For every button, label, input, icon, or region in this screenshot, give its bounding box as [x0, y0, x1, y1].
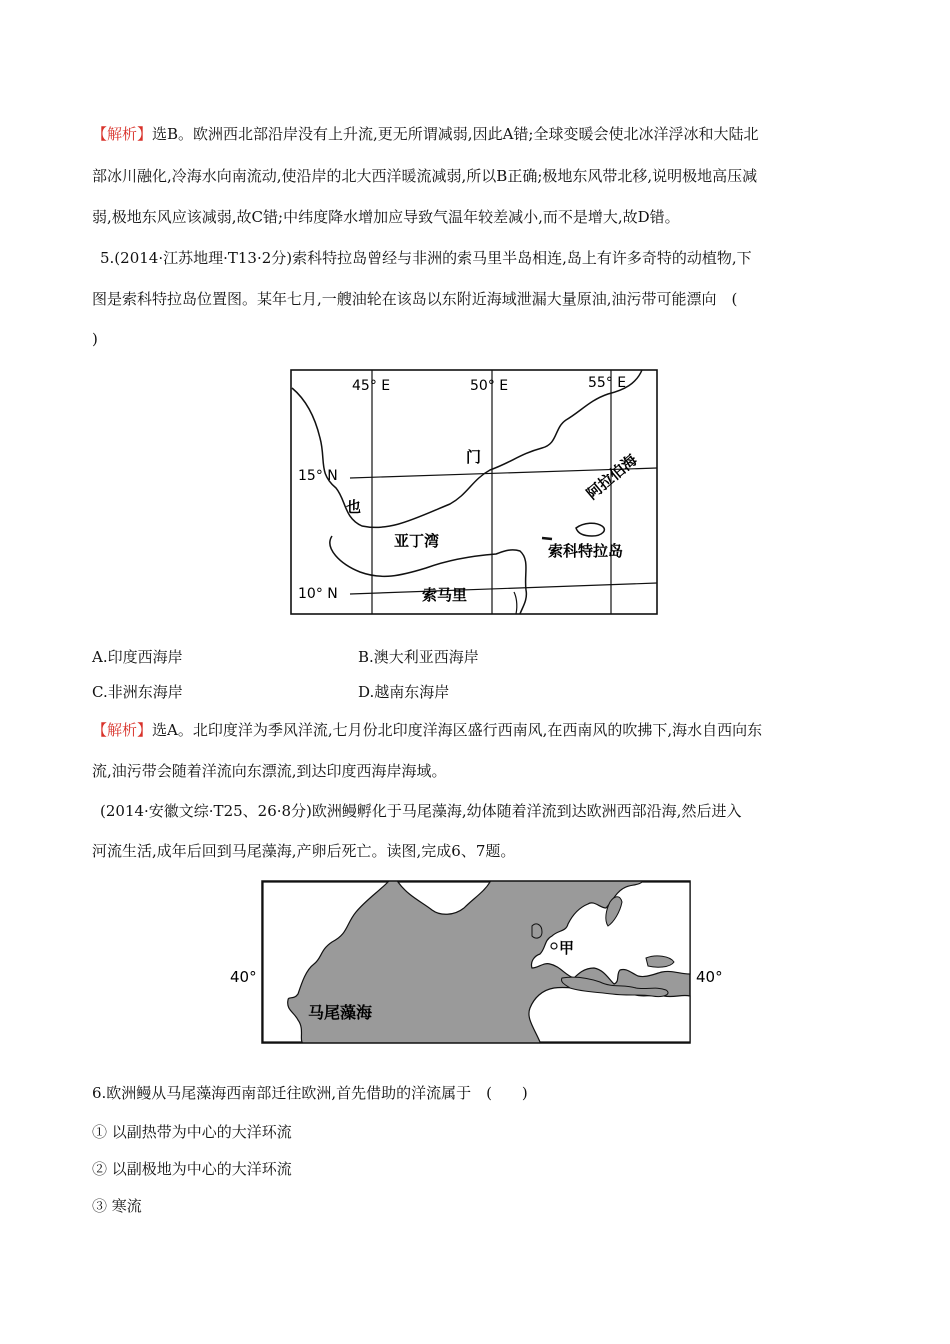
q5-analysis-line-2: 流,油污带会随着洋流向东漂流,到达印度西海岸海域。 [92, 762, 447, 780]
lon-label-50: 50° E [470, 378, 509, 394]
q4-analysis-line-2: 部冰川融化,冷海水向南流动,使沿岸的北大西洋暖流减弱,所以B正确;极地东风带北移,说明极地高压减 [92, 167, 758, 185]
label-socotra: 索科特拉岛 [548, 542, 624, 560]
q5-stem-line-2: 图是索科特拉岛位置图。某年七月,一艘油轮在该岛以东附近海域泄漏大量原油,油污带可能漂向 ( [92, 290, 738, 308]
q67-intro-line-1: (2014·安徽文综·T25、26·8分)欧洲鳗孵化于马尾藻海,幼体随着洋流到达欧洲西部沿海,然后进入 [100, 802, 742, 820]
label-yemen-men: 门 [466, 448, 482, 466]
q6-item-1: ① 以副热带为中心的大洋环流 [92, 1123, 292, 1141]
label-somalia: 索马里 [422, 586, 468, 604]
q5-stem-line-1: 5.(2014·江苏地理·T13·2分)索科特拉岛曾经与非洲的索马里半岛相连,岛上有许多奇特的动植物,下 [100, 249, 752, 267]
option-d: D.越南东海岸 [358, 683, 450, 701]
q5-analysis-line-1: 【解析】选A。北印度洋为季风洋流,七月份北印度洋海区盛行西南风,在西南风的吹拂下,海水自西向东 [92, 721, 763, 739]
q67-intro-line-2: 河流生活,成年后回到马尾藻海,产卵后死亡。读图,完成6、7题。 [92, 842, 516, 860]
q6-item-2: ② 以副极地为中心的大洋环流 [92, 1160, 292, 1178]
analysis-tag: 【解析】 [92, 125, 153, 143]
q4-analysis-line-1: 【解析】选B。欧洲西北部沿岸没有上升流,更无所谓减弱,因此A错;全球变暖会使北冰洋浮冰和大陆北 [92, 125, 759, 143]
lat-label-right: 40° [696, 968, 723, 986]
q6-item-3: ③ 寒流 [92, 1197, 142, 1215]
socotra-location-map [290, 368, 660, 616]
label-yemen-ye: 也 [346, 498, 362, 516]
q4-analysis-line-3: 弱,极地东风应该减弱,故C错;中纬度降水增加应导致气温年较差减小,而不是增大,故D错。 [92, 208, 680, 226]
label-jia: 甲 [559, 939, 575, 957]
label-arabian-sea: 阿拉伯海 [583, 450, 641, 504]
option-a: A.印度西海岸 [92, 648, 183, 666]
islet [542, 538, 552, 539]
north-atlantic-map [228, 878, 728, 1048]
point-jia-marker [551, 943, 557, 949]
analysis-tag: 【解析】 [92, 721, 153, 739]
q5-stem-line-3: ) [92, 330, 98, 348]
lon-label-55: 55° E [588, 375, 627, 391]
lat-label-left: 40° [230, 968, 257, 986]
lat-label-10: 10° N [298, 586, 338, 602]
label-gulf-of-aden: 亚丁湾 [394, 532, 440, 550]
british-isles [532, 924, 542, 938]
q6-stem: 6.欧洲鳗从马尾藻海西南部迁往欧洲,首先借助的洋流属于 ( ) [92, 1084, 528, 1102]
lon-label-45: 45° E [352, 378, 391, 394]
lat-label-15: 15° N [298, 468, 338, 484]
option-c: C.非洲东海岸 [92, 683, 183, 701]
option-b: B.澳大利亚西海岸 [358, 648, 479, 666]
label-sargasso-sea: 马尾藻海 [308, 1003, 373, 1022]
